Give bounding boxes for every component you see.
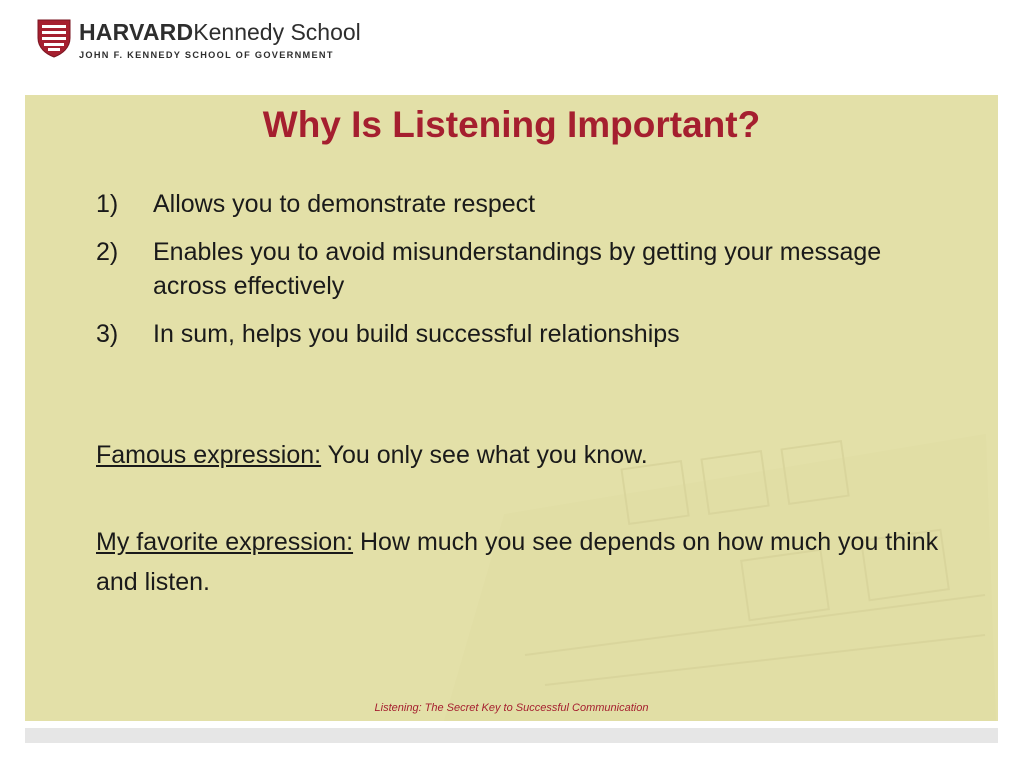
list-item-text: In sum, helps you build successful relationships bbox=[153, 320, 680, 348]
logo-word-kennedy-school: Kennedy School bbox=[193, 19, 361, 45]
famous-expression bbox=[96, 435, 956, 475]
header bbox=[0, 0, 1024, 95]
famous-expression-text: You only see what you know. bbox=[321, 441, 648, 469]
famous-expression-label: Famous expression: bbox=[96, 441, 322, 469]
list-item bbox=[96, 235, 916, 303]
favorite-expression-label: My favorite expression: bbox=[96, 528, 354, 556]
bottom-bar bbox=[25, 728, 998, 743]
list-item-text: Enables you to avoid misunderstandings by getting your message across effectively bbox=[153, 238, 882, 300]
list-item bbox=[96, 187, 916, 221]
harvard-kennedy-logo bbox=[37, 18, 361, 60]
list-item-text: Allows you to demonstrate respect bbox=[153, 190, 536, 218]
list-item-number: 1) bbox=[96, 190, 119, 218]
reasons-list bbox=[96, 187, 916, 365]
favorite-expression bbox=[96, 522, 956, 602]
list-item-number: 3) bbox=[96, 320, 119, 348]
slide-title: Why Is Listening Important? bbox=[262, 104, 761, 145]
logo-subtitle: JOHN F. KENNEDY SCHOOL OF GOVERNMENT bbox=[79, 50, 334, 60]
slide-footer: Listening: The Secret Key to Successful Communication bbox=[374, 702, 649, 714]
favorite-expression-text: How much you see depends on how much you think and listen. bbox=[96, 528, 939, 596]
list-item-number: 2) bbox=[96, 238, 119, 266]
slide-panel bbox=[25, 95, 998, 721]
harvard-shield-icon bbox=[37, 18, 71, 58]
list-item bbox=[96, 317, 916, 351]
logo-word-harvard: HARVARD bbox=[79, 19, 194, 45]
